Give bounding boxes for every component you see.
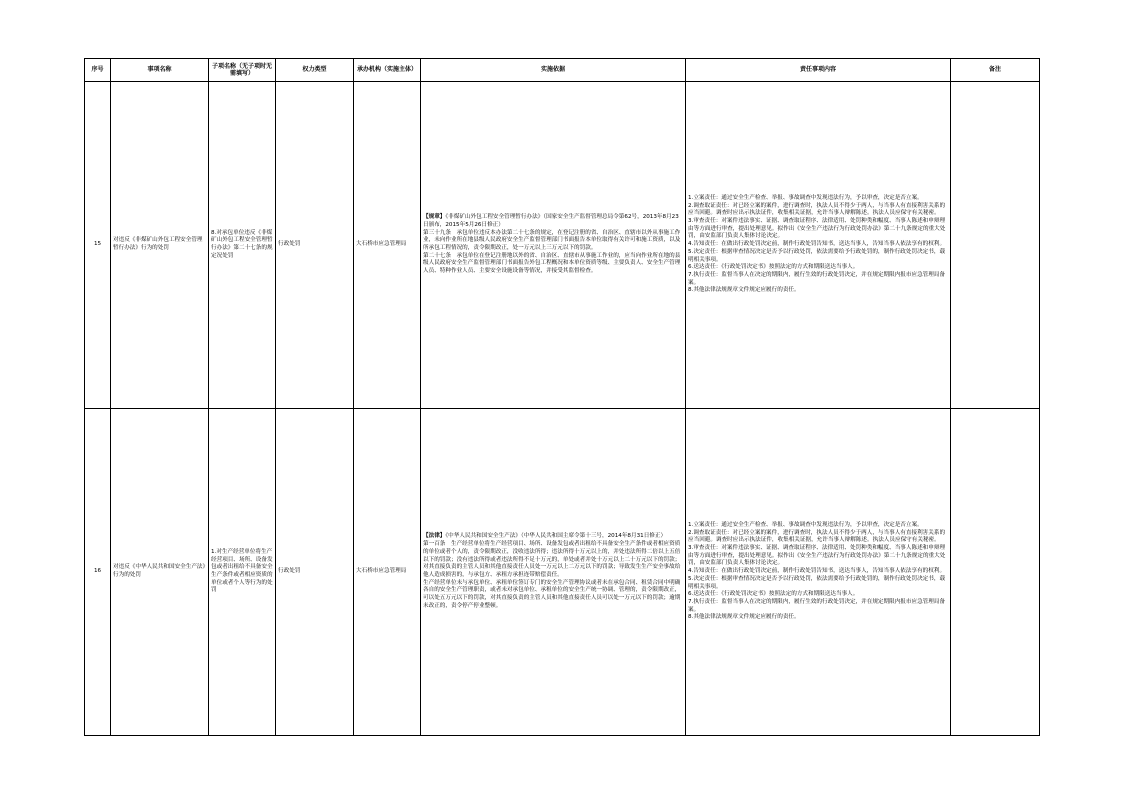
header-responsibility: 责任事项内容 [686,59,951,82]
basis-paragraph: 生产经营单位未与承包单位、承租单位签订专门的安全生产管理协议或者未在承包合同、租赁合同中明确各自的安全生产管理职责，或者未对承包单位、承租单位的安全生产统一协调、管理的，责令限期改正，可以处五万元以下的罚款，对其直接负责的主管人员和其他直接责任人员可以处一万元以下的罚款；逾期未改正的，责令停产停业整顿。 [423,579,681,609]
header-no: 序号 [85,59,111,82]
responsibility-item: 1.立案责任：通过安全生产检查、举报、事故调查中发现违法行为，予以审查，决定是否立案。 [688,521,923,528]
basis-tag: 【规章】 [423,214,446,221]
row-sub-item-name: 1.对生产经营单位将生产经营项目、场所、设备发包或者出租给不具备安全生产条件或者相应资质的单位或者个人等行为的处罚 [209,409,276,736]
row-remarks [951,82,1040,409]
row-basis [421,409,686,736]
basis-paragraph: 第二十七条 承包单位在登记注册地以外的省、自治区、直辖市从事施工作业的，应当向作业所在地的县级人民政府安全生产监督管理部门书面报告外包工程概况和本单位资质等级、主要负责人、安全生产管理人员、特种作业人员、主要安全设施设备等情况，并接受其监督检查。 [423,252,681,275]
responsibility-item: 8.其他法律法规规章文件规定应履行的责任。 [688,614,800,621]
header-power-type: 权力类型 [276,59,354,82]
responsibility-item: 4.告知责任：在做出行政处罚决定前，制作行政处罚告知书，送达当事人，告知当事人依法享有的权利。 [688,568,946,575]
basis-tag: 【法律】 [423,533,446,540]
responsibility-item: 2.调查取证责任：对已经立案的案件，进行调查时，执法人员不得少于两人，与当事人有直接利害关系的应当回避。调查时应出示执法证件，收集相关证据，允许当事人辩解陈述。执法人员应保守有关秘密。 [688,529,946,544]
table-row [85,409,1040,736]
responsibility-item: 1.立案责任：通过安全生产检查、举报、事故调查中发现违法行为，予以审查，决定是否立案。 [688,194,923,201]
row-no: 16 [85,409,111,736]
row-sub-item-name: 8.对承包单位违反《非煤矿山外包工程安全管理暂行办法》第二十七条的规定况处罚 [209,82,276,409]
header-item-name: 事项名称 [111,59,209,82]
row-responsibility [686,82,951,409]
row-agency: 大石桥市应急管理局 [354,409,421,736]
row-responsibility [686,409,951,736]
responsibility-item: 8.其他法律法规规章文件规定应履行的责任。 [688,287,800,294]
header-basis: 实施依据 [421,59,686,82]
responsibility-item: 4.告知责任：在做出行政处罚决定前，制作行政处罚告知书，送达当事人，告知当事人依法享有的权利。 [688,241,946,248]
row-power-type: 行政处罚 [276,82,354,409]
row-agency: 大石桥市应急管理局 [354,82,421,409]
basis-paragraph: 【规章】《非煤矿山外包工程安全管理暂行办法》（国家安全生产监督管理总局令第62号，2013年8月23日颁布，2015年5月26日修正） [423,214,679,228]
header-agency: 承办机构（实施主体） [354,59,421,82]
header-row [85,59,1040,82]
basis-paragraph: 【法律】《中华人民共和国安全生产法》（中华人民共和国主席令第十三号，2014年8月31日修正） [423,533,667,540]
responsibility-item: 3.审查责任：对案件违法事实、证据、调查取证程序、法律适用、处罚种类和幅度、当事人陈述和申辩理由等方面进行审查，提出处理意见。拟作出《安全生产违法行为行政处罚办法》第二十九条规定的重大处罚，由安监部门负责人集体讨论决定。 [688,217,946,240]
responsibility-item: 5.决定责任：根据审查情况决定是否予以行政处罚，依法需要给予行政处罚的，制作行政处罚决定书，载明相关事项。 [688,575,946,590]
basis-paragraph: 第一百条 生产经营单位将生产经营项目、场所、设备发包或者出租给不具备安全生产条件或者相应资质的单位或者个人的，责令限期改正，没收违法所得；违法所得十万元以上的，并处违法所得二倍以上五倍以下的罚款；没有违法所得或者违法所得不足十万元的，单处或者并处十万元以上二十万元以下的罚款；对其直接负责的主管人员和其他直接责任人员处一万元以上二万元以下的罚款；导致发生生产安全事故给他人造成损害的，与承包方、承租方承担连带赔偿责任。 [423,541,681,578]
row-item-name: 对违反《非煤矿山外包工程安全管理暂行办法》行为的处罚 [111,82,209,409]
basis-paragraph: 第三十九条 承包单位违反本办法第二十七条的规定，在登记注册的省、自治区、直辖市以外从事施工作业，未向作业所在地县级人民政府安全生产监督管理部门书面报告本单位取得有关许可和施工资质，以及所承包工程情况的，责令限期改正，处一万元以上三万元以下的罚款。 [423,229,681,251]
row-power-type: 行政处罚 [276,409,354,736]
header-sub-item-name: 子项名称（无子项时无需填写） [209,59,276,82]
responsibility-item: 6.送达责任：《行政处罚决定书》按照法定的方式和期限送达当事人。 [688,264,859,271]
responsibility-item: 5.决定责任：根据审查情况决定是否予以行政处罚，依法需要给予行政处罚的，制作行政处罚决定书，载明相关事项。 [688,248,946,263]
row-no: 15 [85,82,111,409]
responsibility-item: 7.执行责任：监督当事人在决定的期限内，履行生效的行政处罚决定，并在规定期限内报市应急管理局备案。 [688,599,946,613]
row-basis [421,82,686,409]
row-remarks [951,409,1040,736]
header-remarks: 备注 [951,59,1040,82]
responsibility-item: 6.送达责任：《行政处罚决定书》按照法定的方式和期限送达当事人。 [688,591,859,598]
power-list-table [84,58,1040,736]
row-item-name: 对违反《中华人民共和国安全生产法》行为的处罚 [111,409,209,736]
responsibility-item: 2.调查取证责任：对已经立案的案件，进行调查时，执法人员不得少于两人，与当事人有直接利害关系的应当回避。调查时应出示执法证件，收集相关证据，允许当事人辩解陈述。执法人员应保守有关秘密。 [688,202,946,217]
responsibility-item: 7.执行责任：监督当事人在决定的期限内，履行生效的行政处罚决定，并在规定期限内报市应急管理局备案。 [688,272,946,286]
responsibility-item: 3.审查责任：对案件违法事实、证据、调查取证程序、法律适用、处罚种类和幅度、当事人陈述和申辩理由等方面进行审查，提出处理意见。拟作出《安全生产违法行为行政处罚办法》第二十九条规定的重大处罚，由安监部门负责人集体讨论决定。 [688,544,946,567]
table-row [85,82,1040,409]
